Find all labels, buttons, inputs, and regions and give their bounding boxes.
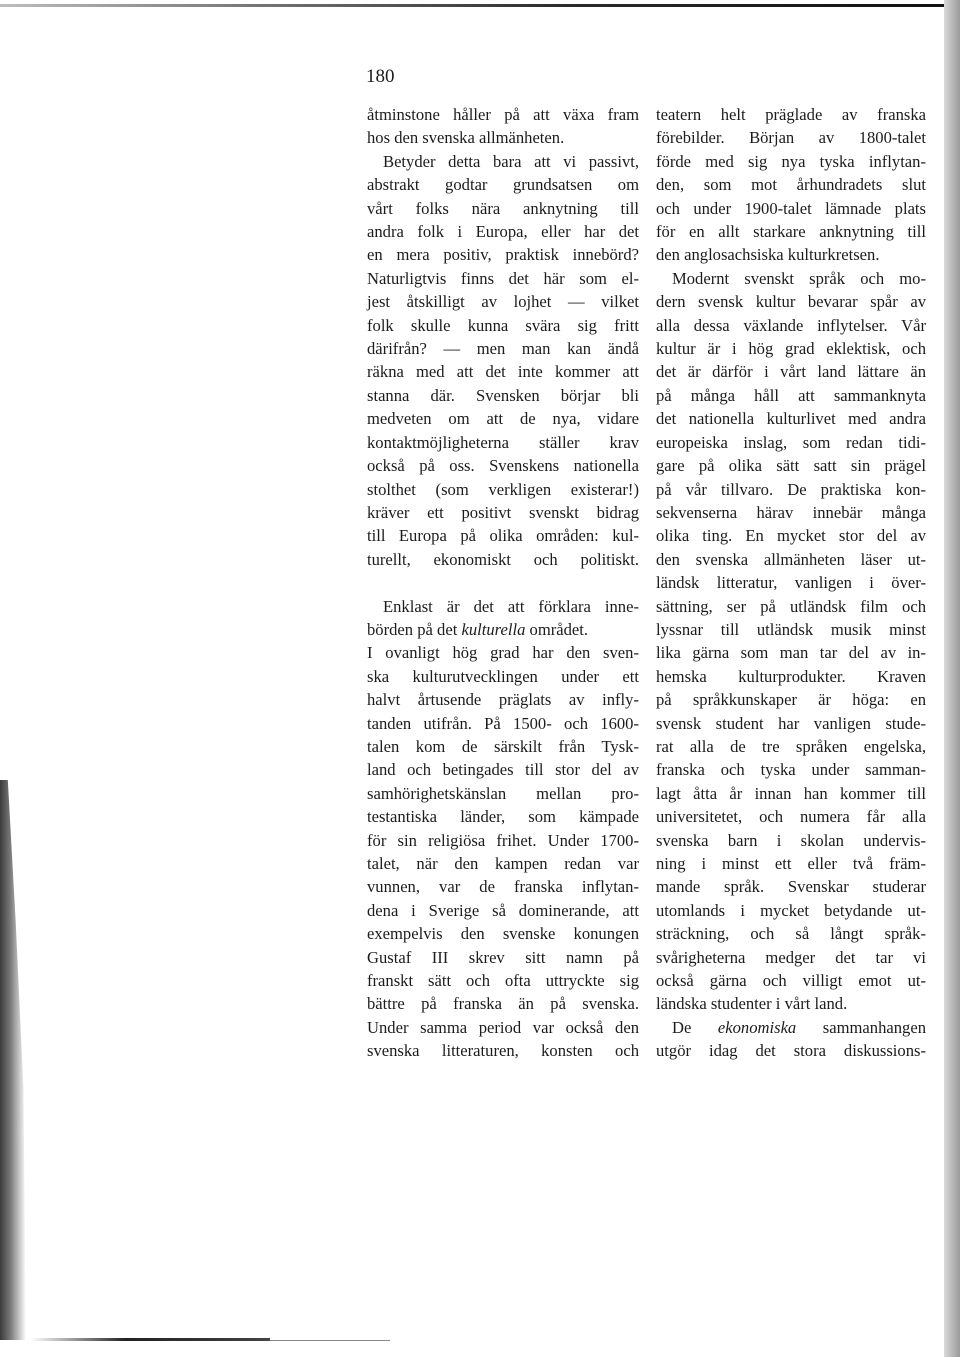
text-line: för sin religiösa frihet. Under 1700- bbox=[367, 830, 639, 850]
right-column bbox=[656, 103, 926, 1063]
text-line: turellt, ekonomiskt och politiskt. bbox=[367, 549, 639, 569]
text-line: universitetet, och numera får alla bbox=[656, 807, 926, 827]
scan-top-rule bbox=[0, 4, 945, 7]
scan-bottom-rule-faint bbox=[270, 1340, 390, 1341]
text-line: hemska kulturprodukter. Kraven bbox=[656, 666, 926, 686]
text-line: Modernt svenskt språk och mo- bbox=[672, 268, 926, 288]
text-line: det nationella kulturlivet med andra bbox=[656, 409, 926, 429]
text-line: Naturligtvis finns det här som el- bbox=[367, 268, 639, 288]
text-line: talet, när den kampen redan var bbox=[367, 853, 639, 873]
text-line: abstrakt godtar grundsatsen om bbox=[367, 175, 639, 195]
scan-bottom-rule bbox=[30, 1338, 270, 1341]
text-fragment: sammanhangen bbox=[796, 1017, 926, 1037]
text-line: hos den svenska allmänheten. bbox=[367, 128, 565, 148]
text-line: kontaktmöjligheterna ställer krav bbox=[367, 432, 639, 452]
text-line: halvt årtusende präglats av infly- bbox=[367, 690, 639, 710]
text-line: land och betingades till stor del av bbox=[367, 760, 639, 780]
text-fragment: området. bbox=[525, 619, 589, 639]
text-line: ska kulturutvecklingen under ett bbox=[367, 666, 639, 686]
text-line: förde med sig nya tyska inflytan- bbox=[656, 151, 926, 171]
text-line: medveten om att de nya, vidare bbox=[367, 409, 639, 429]
text-line: svenska barn i skolan undervis- bbox=[656, 830, 926, 850]
text-fragment: De bbox=[672, 1017, 718, 1037]
text-line: den, som mot århundradets slut bbox=[656, 175, 926, 195]
text-line: en mera positiv, praktisk innebörd? bbox=[367, 245, 639, 265]
text-line: franskt sätt och ofta uttryckte sig bbox=[367, 971, 639, 991]
text-line: till Europa på olika områden: kul- bbox=[367, 526, 639, 546]
text-line: och under 1900-talet lämnade plats bbox=[656, 198, 926, 218]
text-line: svårigheterna medger det tar vi bbox=[656, 947, 926, 967]
scan-right-edge bbox=[944, 0, 960, 1357]
text-line: sättning, ser på utländsk film och bbox=[656, 596, 926, 616]
paragraph-gap bbox=[367, 571, 639, 594]
emphasis-ekonomiska: ekonomiska bbox=[717, 1017, 797, 1037]
page-number: 180 bbox=[366, 66, 395, 87]
text-line: ländska studenter i vårt land. bbox=[656, 994, 848, 1014]
text-line: ning i minst ett eller två främ- bbox=[656, 854, 926, 873]
text-line: räkna med att det inte kommer att bbox=[367, 362, 639, 382]
text-line: utomlands i mycket betydande ut- bbox=[656, 900, 926, 920]
scan-left-edge-shadow bbox=[0, 780, 26, 1340]
text-line: samhörighetskänslan mellan pro- bbox=[367, 783, 639, 803]
emphasis-kulturella: kulturella bbox=[461, 619, 526, 639]
paragraph-1 bbox=[367, 103, 639, 150]
text-line: mande språk. Svenskar studerar bbox=[656, 877, 926, 897]
text-line: kräver ett positivt svenskt bidrag bbox=[367, 502, 639, 522]
text-line: stolthet (som verkligen existerar!) bbox=[367, 479, 639, 499]
text-line: testantiska länder, som kämpade bbox=[367, 807, 639, 827]
text-fragment: börden på det bbox=[367, 619, 462, 639]
paragraph-3 bbox=[367, 595, 639, 1063]
text-line: lyssnar till utländsk musik minst bbox=[656, 619, 926, 639]
text-line: åtminstone håller på att växa fram bbox=[367, 105, 639, 124]
text-line: kultur är i hög grad eklektisk, och bbox=[656, 339, 926, 359]
text-line: dena i Sverige så dominerande, att bbox=[367, 900, 639, 920]
text-line: europeiska inslag, som redan tidi- bbox=[656, 432, 926, 452]
text-line: exempelvis den svenske konungen bbox=[367, 924, 639, 944]
text-line: lika gärna som man tar del av in- bbox=[656, 643, 926, 663]
text-line: alla dessa växlande inflytelser. Vår bbox=[656, 315, 926, 335]
text-line: för en allt starkare anknytning till bbox=[656, 222, 926, 242]
text-line: teatern helt präglade av franska bbox=[656, 105, 926, 124]
text-line: också på oss. Svenskens nationella bbox=[367, 456, 639, 476]
text-line: bättre på franska än på svenska. bbox=[367, 994, 639, 1014]
text-line: på många håll att sammanknyta bbox=[656, 385, 926, 405]
text-line: andra folk i Europa, eller har det bbox=[367, 222, 639, 242]
text-line bbox=[656, 1016, 926, 1039]
text-line: franska och tyska under samman- bbox=[656, 760, 926, 780]
text-line: därifrån? — men man kan ändå bbox=[367, 339, 639, 359]
text-line: på språkkunskaper är höga: en bbox=[656, 690, 926, 710]
text-line: olika ting. En mycket stor del av bbox=[656, 526, 926, 546]
text-line: den svenska allmänheten läser ut- bbox=[656, 549, 926, 569]
text-line: den anglosachsiska kulturkretsen. bbox=[656, 245, 880, 265]
text-line: Gustaf III skrev sitt namn på bbox=[367, 947, 639, 967]
text-line: talen kom de särskilt från Tysk- bbox=[367, 736, 639, 756]
text-line: Betyder detta bara att vi passivt, bbox=[383, 151, 639, 171]
text-line: Under samma period var också den bbox=[367, 1017, 639, 1037]
text-line: svenska litteraturen, konsten och bbox=[367, 1041, 639, 1061]
text-line: det är därför i vårt land lättare än bbox=[656, 362, 926, 382]
text-line: dern svensk kultur bevarar spår av bbox=[656, 292, 926, 312]
text-line: stanna där. Svensken börjar bli bbox=[367, 385, 639, 405]
text-line: ländsk litteratur, vanligen i över- bbox=[656, 573, 926, 593]
text-line: vårt folks nära anknytning till bbox=[367, 198, 639, 218]
text-line: gare på olika sätt satt sin prägel bbox=[656, 456, 926, 476]
text-line: rat alla de tre språken engelska, bbox=[656, 736, 926, 756]
text-line bbox=[367, 618, 639, 641]
text-line: jest åtskilligt av lojhet — vilket bbox=[367, 292, 639, 312]
text-line: sekvenserna härav innebär många bbox=[656, 502, 926, 522]
text-line: I ovanligt hög grad har den sven- bbox=[367, 643, 639, 663]
text-line: svensk student har vanligen stude- bbox=[656, 713, 926, 733]
text-line: Enklast är det att förklara inne- bbox=[383, 596, 639, 616]
text-line: folk skulle kunna svära sig fritt bbox=[367, 315, 639, 335]
text-line: förebilder. Början av 1800-talet bbox=[656, 128, 926, 148]
text-line: vunnen, var de franska inflytan- bbox=[367, 877, 639, 897]
text-line: också gärna och villigt emot ut- bbox=[656, 971, 926, 991]
text-line: utgör idag det stora diskussions- bbox=[656, 1041, 926, 1061]
text-line: sträckning, och så långt språk- bbox=[656, 924, 926, 944]
text-line: tanden utifrån. På 1500- och 1600- bbox=[367, 713, 639, 733]
text-line: lagt åtta år innan han kommer till bbox=[656, 783, 926, 803]
left-column bbox=[367, 103, 639, 1063]
text-line: på vår tillvaro. De praktiska kon- bbox=[656, 479, 926, 499]
paragraph-2 bbox=[367, 150, 639, 571]
